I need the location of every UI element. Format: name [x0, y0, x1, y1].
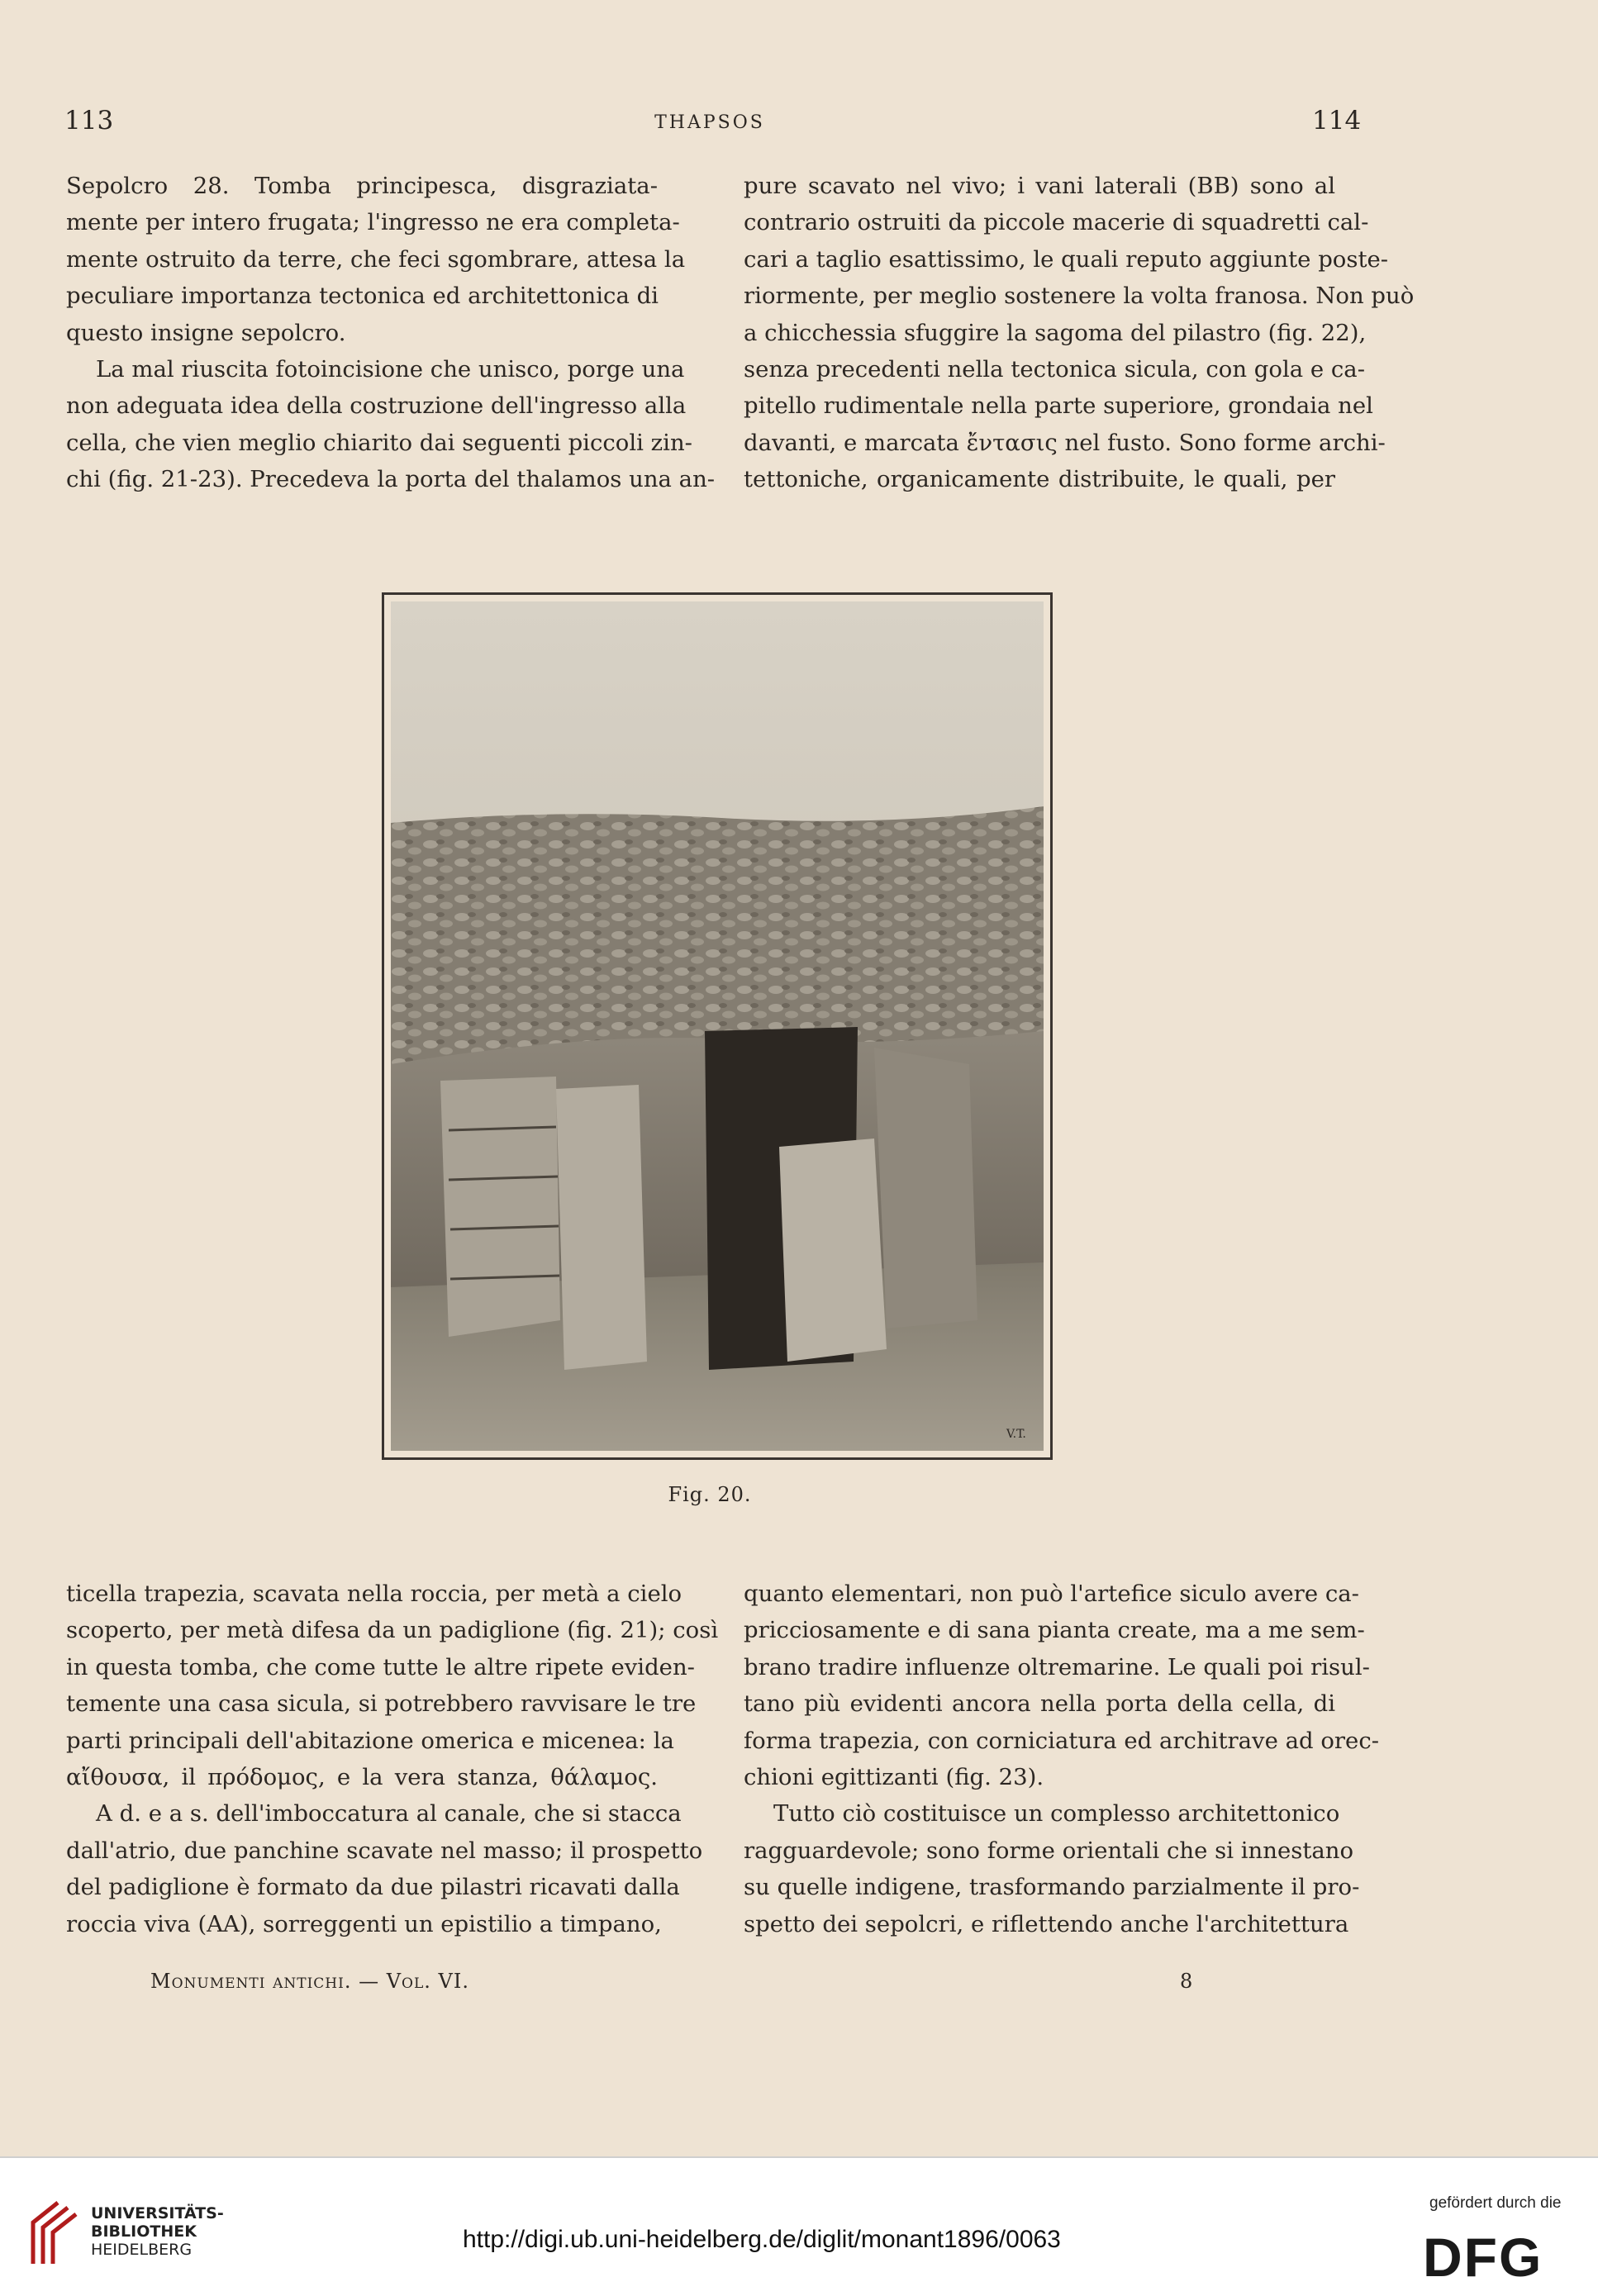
text-line: quanto elementari, non può l'artefice siculo avere ca-	[744, 1581, 1359, 1607]
text-line: in questa tomba, che come tutte le altre ripete eviden-	[66, 1653, 695, 1680]
text-line: pure scavato nel vivo; i vani laterali (BB) sono al	[744, 173, 1335, 199]
text-line: A d. e a s. dell'imboccatura al canale, che si stacca	[96, 1800, 682, 1828]
text-line: forma trapezia, con corniciatura ed architrave ad orec-	[744, 1727, 1380, 1754]
column-2-top	[744, 168, 1415, 498]
text-line: tettoniche, organicamente distribuite, le quali, per	[744, 466, 1335, 493]
running-head: THAPSOS	[654, 112, 765, 133]
text-line: dall'atrio, due panchine scavate nel masso; il prospetto	[66, 1837, 703, 1864]
text-line: chi (fig. 21-23). Precedeva la porta del thalamos una an-	[66, 466, 716, 493]
text-line: a chicchessia sfuggire la sagoma del pilastro (fig. 22),	[744, 319, 1367, 346]
text-line: pricciosamente e di sana pianta create, ma a me sem-	[744, 1617, 1365, 1644]
text-line: non adeguata idea della costruzione dell'ingresso alla	[66, 392, 687, 420]
text-line: brano tradire influenze oltremarine. Le quali poi risul-	[744, 1653, 1370, 1680]
text-line: mente ostruito da terre, che feci sgombrare, attesa la	[66, 245, 686, 273]
library-name-line: BIBLIOTHEK	[91, 2222, 197, 2241]
text-line: senza precedenti nella tectonica sicula, con gola e ca-	[744, 355, 1365, 383]
text-line: temente una casa sicula, si potrebbero ravvisare le tre	[66, 1690, 697, 1718]
text-line: davanti, e marcata ἔντασις nel fusto. Sono forme archi-	[744, 429, 1386, 456]
figure-caption: Fig. 20.	[668, 1483, 752, 1506]
footer-signature-left: Monumenti antichi. — Vol. VI.	[150, 1970, 469, 1993]
text-line: chioni egittizanti (fig. 23).	[744, 1763, 1044, 1790]
text-line: mente per intero frugata; l'ingresso ne era completa-	[66, 209, 680, 236]
photo-figure	[382, 592, 1053, 1460]
text-line: ragguardevole; sono forme orientali che si innestano	[744, 1837, 1354, 1864]
library-name	[91, 2204, 224, 2259]
text-line: La mal riuscita fotoincisione che unisco, porge una	[96, 355, 685, 383]
text-line: parti principali dell'abitazione omerica e micenea: la	[66, 1727, 674, 1754]
text-line: peculiare importanza tectonica ed architettonica di	[66, 283, 659, 310]
text-line: questo insigne sepolcro.	[66, 319, 346, 346]
text-line: pitello rudimentale nella parte superiore, grondaia nel	[744, 392, 1373, 420]
funding-note: gefördert durch die	[1429, 2194, 1562, 2212]
library-name-line: HEIDELBERG	[91, 2241, 193, 2259]
column-1-top	[66, 168, 716, 498]
dfg-logo[interactable]: DFG	[1423, 2227, 1543, 2288]
text-line: Tutto ciò costituisce un complesso architettonico	[773, 1800, 1340, 1828]
text-line: su quelle indigene, trasformando parzialmente il pro-	[744, 1874, 1360, 1901]
column-2-bottom	[744, 1576, 1380, 1942]
photo-signature: V.T.	[1006, 1428, 1026, 1441]
column-1-bottom	[66, 1576, 719, 1942]
footer-signature-right: 8	[1180, 1970, 1193, 1993]
text-line: αἴθουσα, il πρόδομος, e la vera stanza, θάλαμος.	[66, 1763, 658, 1790]
tomb-entrance-photo	[391, 601, 1044, 1451]
university-library-logo-icon[interactable]	[25, 2198, 83, 2272]
library-name-line: UNIVERSITÄTS-	[91, 2204, 224, 2222]
text-line: tano più evidenti ancora nella porta della cella, di	[744, 1690, 1335, 1718]
text-line: cari a taglio esattissimo, le quali reputo aggiunte poste-	[744, 245, 1389, 273]
text-line: Sepolcro 28. Tomba principesca, disgraziata-	[66, 173, 658, 199]
text-line: roccia viva (AA), sorreggenti un epistilio a timpano,	[66, 1910, 662, 1937]
text-line: cella, che vien meglio chiarito dai seguenti piccoli zin-	[66, 429, 692, 456]
text-line: contrario ostruiti da piccole macerie di squadretti cal-	[744, 209, 1369, 236]
page-number-right: 114	[1312, 106, 1362, 135]
text-line: scoperto, per metà difesa da un padiglione (fig. 21); così	[66, 1617, 719, 1644]
text-line: ticella trapezia, scavata nella roccia, per metà a cielo	[66, 1581, 682, 1607]
permalink-url[interactable]: http://digi.ub.uni-heidelberg.de/diglit/monant1896/0063	[463, 2226, 1061, 2253]
text-line: spetto dei sepolcri, e riflettendo anche l'architettura	[744, 1910, 1349, 1937]
text-line: riormente, per meglio sostenere la volta franosa. Non può	[744, 283, 1415, 310]
text-line: del padiglione è formato da due pilastri ricavati dalla	[66, 1874, 680, 1901]
page-number-left: 113	[64, 106, 114, 135]
footer-divider	[0, 2156, 1598, 2158]
